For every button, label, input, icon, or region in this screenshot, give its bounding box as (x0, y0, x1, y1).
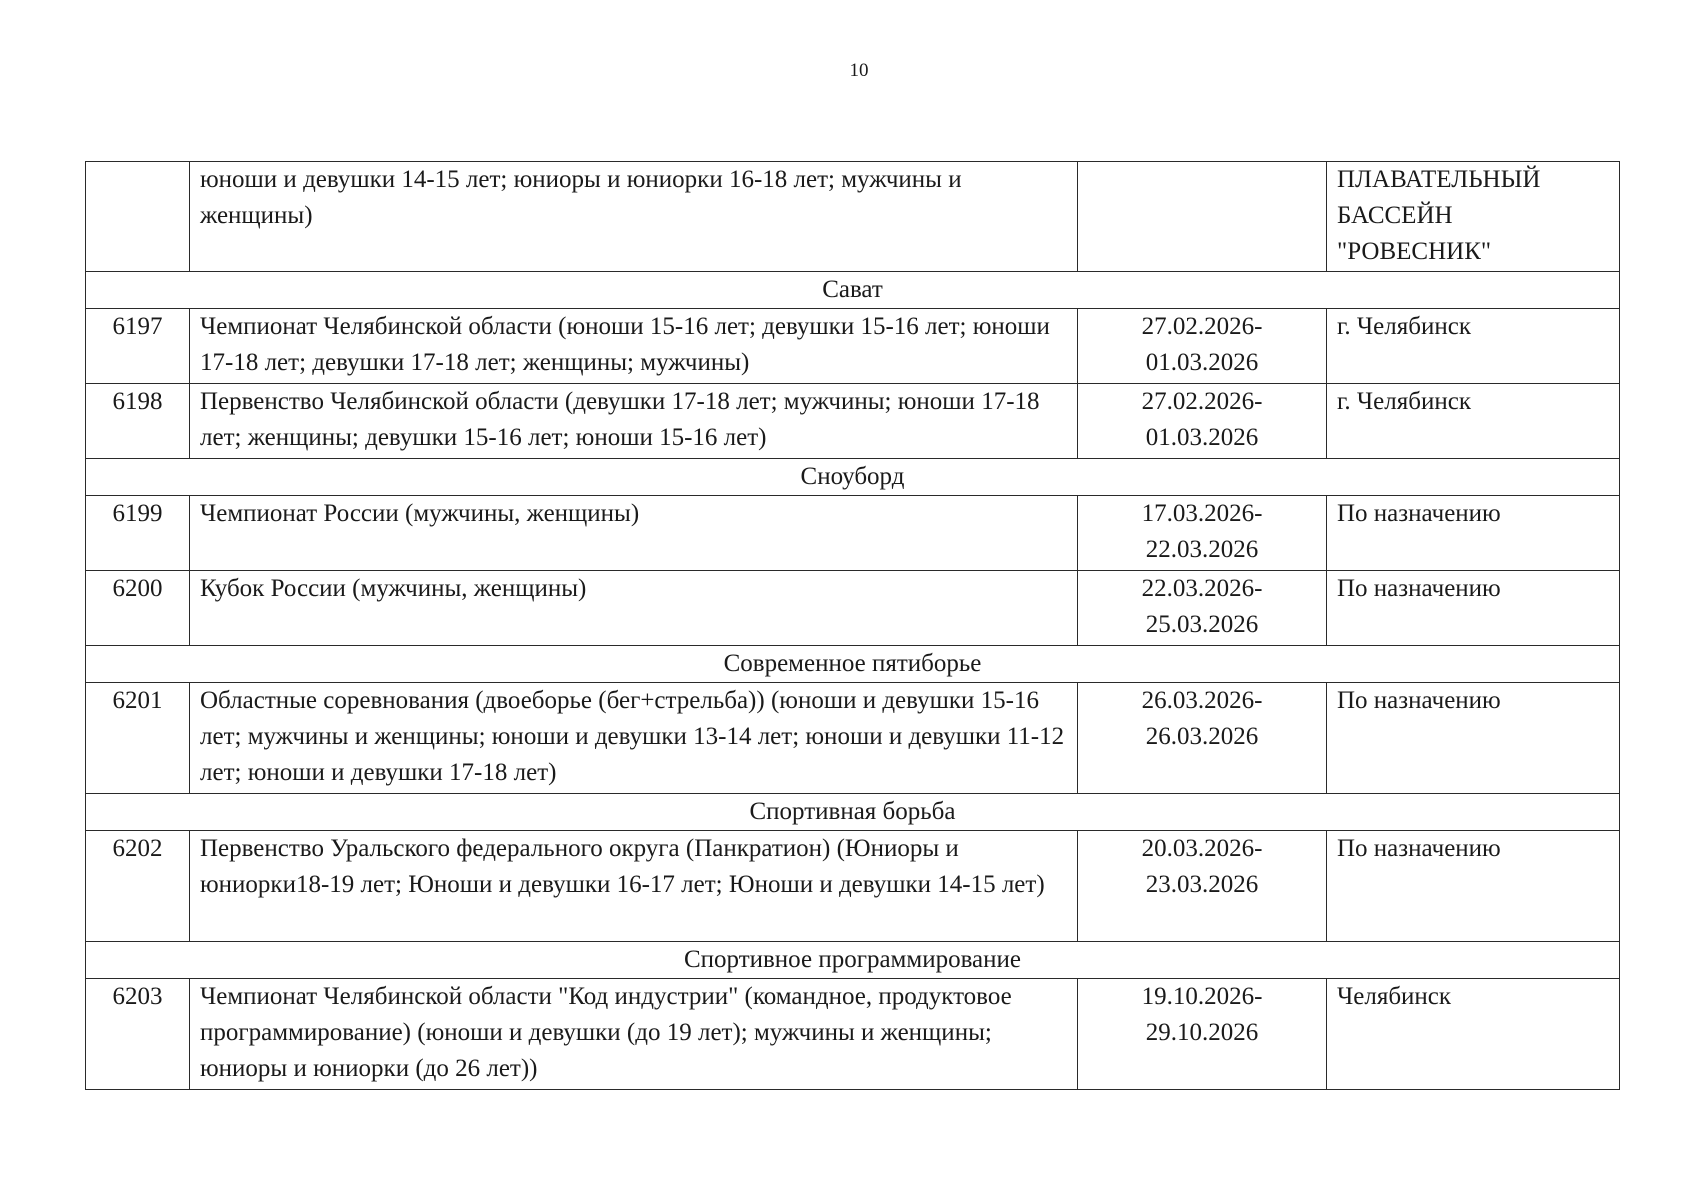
event-name: Чемпионат России (мужчины, женщины) (190, 496, 1078, 571)
date-to: 26.03.2026 (1145, 723, 1259, 750)
event-place: ПЛАВАТЕЛЬНЫЙ БАССЕЙН "РОВЕСНИК" (1327, 162, 1620, 272)
event-dates (1078, 384, 1327, 459)
section-header-row (86, 459, 1620, 496)
section-header-row (86, 646, 1620, 683)
row-number: 6202 (86, 831, 190, 942)
event-place: По назначению (1327, 831, 1620, 942)
event-place: По назначению (1327, 496, 1620, 571)
table-row (86, 683, 1620, 794)
event-name: Первенство Челябинской области (девушки 17-18 лет; мужчины; юноши 17-18 лет; женщины; девушки 15-16 лет; юноши 15-16 лет) (190, 384, 1078, 459)
date-to: 22.03.2026 (1145, 536, 1259, 563)
section-title: Спортивная борьба (86, 794, 1620, 831)
event-name: Первенство Уральского федерального округа (Панкратион) (Юниоры и юниорки18-19 лет; Юноши и девушки 16-17 лет; Юноши и девушки 14-15 лет) (190, 831, 1078, 942)
table-row (86, 979, 1620, 1090)
row-number: 6199 (86, 496, 190, 571)
row-number: 6200 (86, 571, 190, 646)
event-dates (1078, 309, 1327, 384)
event-name: Чемпионат Челябинской области "Код индустрии" (командное, продуктовое программирование) (юноши и девушки (до 19 лет); мужчины и женщины; юниоры и юниорки (до 26 лет)) (190, 979, 1078, 1090)
date-from: 19.10.2026- (1141, 983, 1263, 1010)
section-header-row (86, 272, 1620, 309)
event-name: юноши и девушки 14-15 лет; юниоры и юниорки 16-18 лет; мужчины и женщины) (190, 162, 1078, 272)
page-number: 10 (849, 60, 869, 81)
table-row (86, 384, 1620, 459)
date-to: 23.03.2026 (1145, 871, 1259, 898)
section-title: Сноуборд (86, 459, 1620, 496)
section-header-row (86, 942, 1620, 979)
event-place: Челябинск (1327, 979, 1620, 1090)
event-dates (1078, 831, 1327, 942)
table-row (86, 309, 1620, 384)
event-dates (1078, 571, 1327, 646)
date-from: 17.03.2026- (1141, 500, 1263, 527)
row-number: 6198 (86, 384, 190, 459)
events-table (85, 161, 1620, 1090)
event-dates (1078, 683, 1327, 794)
table-row (86, 571, 1620, 646)
event-place: По назначению (1327, 683, 1620, 794)
date-from: 22.03.2026- (1141, 575, 1263, 602)
date-from: 20.03.2026- (1141, 835, 1263, 862)
event-place: По назначению (1327, 571, 1620, 646)
section-title: Сават (86, 272, 1620, 309)
row-number (86, 162, 190, 272)
event-place: г. Челябинск (1327, 384, 1620, 459)
section-title: Современное пятиборье (86, 646, 1620, 683)
date-to: 01.03.2026 (1145, 424, 1259, 451)
section-header-row (86, 794, 1620, 831)
event-dates (1078, 496, 1327, 571)
event-name: Областные соревнования (двоеборье (бег+стрельба)) (юноши и девушки 15-16 лет; мужчины и женщины; юноши и девушки 13-14 лет; юноши и девушки 11-12 лет; юноши и девушки 17-18 лет) (190, 683, 1078, 794)
table-row (86, 162, 1620, 272)
row-number: 6197 (86, 309, 190, 384)
event-dates (1078, 979, 1327, 1090)
date-to: 01.03.2026 (1145, 349, 1259, 376)
table-row (86, 496, 1620, 571)
row-number: 6201 (86, 683, 190, 794)
event-name: Кубок России (мужчины, женщины) (190, 571, 1078, 646)
date-from: 27.02.2026- (1141, 388, 1263, 415)
event-dates (1078, 162, 1327, 272)
date-from: 26.03.2026- (1141, 687, 1263, 714)
row-number: 6203 (86, 979, 190, 1090)
date-to: 29.10.2026 (1145, 1019, 1259, 1046)
date-to: 25.03.2026 (1145, 611, 1259, 638)
date-from: 27.02.2026- (1141, 313, 1263, 340)
event-name: Чемпионат Челябинской области (юноши 15-16 лет; девушки 15-16 лет; юноши 17-18 лет; девушки 17-18 лет; женщины; мужчины) (190, 309, 1078, 384)
table-row (86, 831, 1620, 942)
event-place: г. Челябинск (1327, 309, 1620, 384)
section-title: Спортивное программирование (86, 942, 1620, 979)
